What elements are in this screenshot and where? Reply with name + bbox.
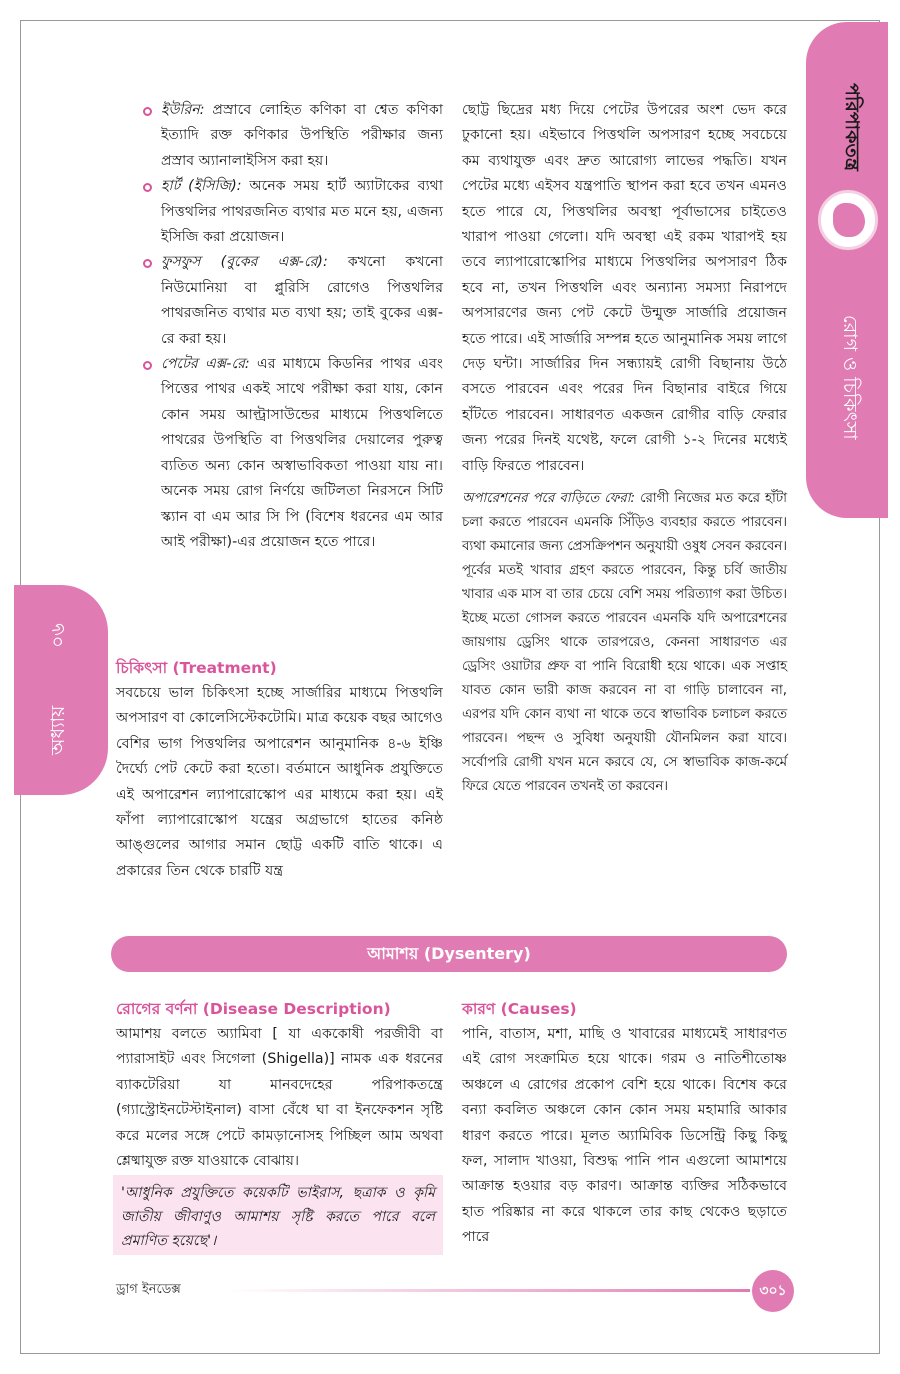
bullet-term: ইউরিন: <box>161 102 205 118</box>
tab-subtitle: রোগ ও চিকিৎসা <box>839 314 861 440</box>
causes-text: পানি, বাতাস, মশা, মাছি ও খাবারের মাধ্যমেই সাধারণত এই রোগ সংক্রামিত হয়ে থাকে। গরম ও নাতিশীতোষ্ণ অঞ্চলে এ রোগের প্রকোপ বেশি হয়ে থাকে। বিশেষ করে বন্যা কবলিত অঞ্চলে কোন কোন সময় মহামারি আকার ধারণ করতে পারে। মূলত অ্যামিবিক ডিসেন্ট্রি কিছু কিছু ফল, সালাদ খাওয়া, বিশুদ্ধ পানি পান এগুলো আমাশয়ে আক্রান্ত হওয়ার বড় কারণ। আক্রান্ত ব্যক্তির সঠিকভাবে হাত পরিষ্কার না করে থাকলে তার কাছ থেকেও ছড়াতে পারে <box>462 1026 787 1246</box>
chapter-number: ০৬ <box>47 623 69 649</box>
bullet-text: এর মাধ্যমে কিডনির পাথর এবং পিত্তের পাথর একই সাথে পরীক্ষা করা যায়, কোন কোন সময় আল্ট্রাসাউন্ডের মাধ্যমে পিত্তথলিতে পাথরের উপস্থিতি বা পিত্তথলির দেয়ালের পুরুত্ব ব্যতিত অন্য কোন অস্বাভাবিকতা পাওয়া যায় না। অনেক সময় রোগ নির্ণয়ে জটিলতা নিরসনে সিটি স্ক্যান বা এম আর সি পি (বিশেষ ধরনের এম আর আই পরীক্ষা)-এর প্রয়োজন হতে পারে। <box>161 356 444 550</box>
chapter-side-tab <box>806 22 888 518</box>
test-list <box>143 98 443 555</box>
bullet-text: প্রস্রাবে লোহিত কণিকা বা শ্বেত কণিকা ইত্যাদি রক্ত কণিকার উপস্থিতি পরীক্ষার জন্য প্রস্রাব অ্যানালাইসিস করা হয়। <box>161 102 443 169</box>
disease-description-section <box>116 996 443 1174</box>
list-item <box>143 174 443 250</box>
list-item <box>143 352 443 555</box>
left-column <box>143 98 443 555</box>
after-surgery-label: অপারেশনের পরে বাড়িতে ফেরা: <box>462 491 636 507</box>
bullet-icon <box>143 259 152 268</box>
footer-divider <box>230 1289 750 1292</box>
list-item <box>143 250 443 352</box>
bullet-term: ফুসফুস (বুকের এক্স-রে): <box>161 254 328 271</box>
right-column <box>462 98 787 799</box>
bullet-term: হার্ট (ইসিজি): <box>161 178 242 195</box>
chapter-label: অধ্যায় <box>47 705 69 755</box>
after-surgery-text: রোগী নিজের মত করে হাঁটা চলা করতে পারবেন এমনকি সিঁড়িও ব্যবহার করতে পারবেন। ব্যথা কমানোর জন্য প্রেসক্রিপশন অনুযায়ী ওষুধ সেবন করবেন। পূর্বের মতই খাবার গ্রহণ করতে পারবেন, কিন্তু চর্বি জাতীয় খাবার এক মাস বা তার চেয়ে বেশি সময় পরিত্যাগ করা উচিত। ইচ্ছে মতো গোসল করতে পারবেন এমনকি যদি অপারেশনের জায়গায় ড্রেসিং থাকে তারপরেও, কেননা সাধারণত এর ড্রেসিং ওয়াটার প্রুফ বা পানি বিরোধী হয়ে থাকে। এক সপ্তাহ যাবত কোন ভারী কাজ করবেন না বা গাড়ি চালাবেন না, এরপর যদি কোন ব্যথা না থাকে তবে স্বাভাবিক চলাচল করতে পারবেন। পছন্দ ও সুবিধা অনুযায়ী যৌনমিলন করা যাবে। সর্বোপরি রোগী যখন মনে করবে যে, সে স্বাভাবিক কাজ-কর্মে ফিরে যেতে পারবেন তখনই তা করবেন। <box>462 491 787 795</box>
footer-book-title: ড্রাগ ইনডেক্স <box>116 1282 181 1297</box>
quote-box: 'আধুনিক প্রযুক্তিতে কয়েকটি ভাইরাস, ছত্রাক ও কৃমি জাতীয় জীবাণুও আমাশয় সৃষ্টি করতে পারে বলে প্রমাণিত হয়েছে'। <box>113 1175 443 1255</box>
bullet-text: কখনো কখনো নিউমোনিয়া বা প্লুরিসি রোগেও পিত্তথলির পাথরজনিত ব্যথার মত ব্যথা হয়; তাই বুকের এক্স-রে করা হয়। <box>161 254 443 347</box>
bullet-text: অনেক সময় হার্ট অ্যাটাকের ব্যথা পিত্তথলির পাথরজনিত ব্যথার মত মনে হয়, এজন্য ইসিজি করা প্রয়োজন। <box>161 178 443 246</box>
tab-title: পরিপাকতন্ত্র <box>841 83 863 171</box>
treatment-text: সবচেয়ে ভাল চিকিৎসা হচ্ছে সার্জারির মাধ্যমে পিত্তথলি অপসারণ বা কোলেসিস্টেকটোমি। মাত্র কয়েক বছর আগেও বেশির ভাগ পিত্তথলির অপারেশন আনুমানিক ৪-৬ ইঞ্চি দৈর্ঘ্যে পেট কেটে করা হতো। বর্তমানে আধুনিক প্রযুক্তিতে এই অপারেশন ল্যাপারোস্কোপ এর মাধ্যমে করা হয়। এই ফাঁপা ল্যাপারোস্কোপ যন্ত্রের অগ্রভাগে হাতের কনিষ্ঠ আঙ্গুলের আগার সমান ছোট্ট একটি বাতি থাকে। এ প্রকারের তিন থেকে চারটি যন্ত্র <box>116 685 443 879</box>
page-number: ৩০১ <box>752 1270 794 1312</box>
treatment-heading: চিকিৎসা (Treatment) <box>116 659 277 677</box>
chapter-number-tab <box>14 585 108 795</box>
list-item <box>143 98 443 174</box>
after-surgery-paragraph <box>462 487 787 799</box>
bullet-icon <box>143 183 152 192</box>
bullet-term: পেটের এক্স-রে: <box>161 356 250 373</box>
bullet-icon <box>143 107 152 116</box>
stomach-icon <box>818 190 878 250</box>
surgery-paragraph: ছোট্ট ছিদ্রের মধ্য দিয়ে পেটের উপরের অংশ ভেদ করে ঢুকানো হয়। এইভাবে পিত্তথলি অপসারণ হচ্ছে সবচেয়ে কম ব্যথাযুক্ত এবং দ্রুত আরোগ্য লাভের পদ্ধতি। যখন পেটের মধ্যে এইসব যন্ত্রপাতি স্থাপন করা হবে তখন এমনও হতে পারে যে, পিত্তথলির অবস্থা পূর্বাভাসের চাইতেও খারাপ পাওয়া গেলো। যদি অবস্থা এই রকম খারাপই হয় তবে ল্যাপারোস্কোপির মাধ্যমে পিত্তথলির অপসারণ ঠিক হবে না, তখন পিত্তথলি এবং অন্যান্য সমস্যা নিরাপদে অপসারণের জন্য পেট কেটে উন্মুক্ত সার্জারি প্রয়োজন হতে পারে। এই সার্জারি সম্পন্ন হতে আনুমানিক সময় লাগে দেড় ঘন্টা। সার্জারির দিন সন্ধ্যায়ই রোগী বিছানায় উঠে বসতে পারবেন এবং পরের দিন বিছানার বাইরে গিয়ে হাঁটতে পারবেন। সাধারণত একজন রোগীর বাড়ি ফেরার জন্য পরের দিনই যথেষ্ট, ফলে রোগী ১-২ দিনের মধ্যেই বাড়ি ফিরতে পারবেন। <box>462 102 787 474</box>
causes-section <box>462 996 787 1251</box>
causes-heading: কারণ (Causes) <box>462 1000 577 1018</box>
treatment-section <box>116 655 443 884</box>
disease-description-heading: রোগের বর্ণনা (Disease Description) <box>116 1000 391 1018</box>
bullet-icon <box>143 361 152 370</box>
section-banner: আমাশয় (Dysentery) <box>111 936 787 972</box>
disease-description-text: আমাশয় বলতে অ্যামিবা [ যা এককোষী পরজীবী বা প্যারাসাইট এবং সিগেলা (Shigella)] নামক এক ধরনের ব্যাকটেরিয়া যা মানবদেহের পরিপাকতন্ত্রে (গ্যাস্ট্রোইনটেস্টাইনাল) বাসা বেঁধে ঘা বা ইনফেকশন সৃষ্টি করে মলের সঙ্গে পেটে কামড়ানোসহ পিচ্ছিল আম অথবা শ্লেষ্মাযুক্ত রক্ত যাওয়াকে বোঝায়। <box>116 1026 443 1170</box>
